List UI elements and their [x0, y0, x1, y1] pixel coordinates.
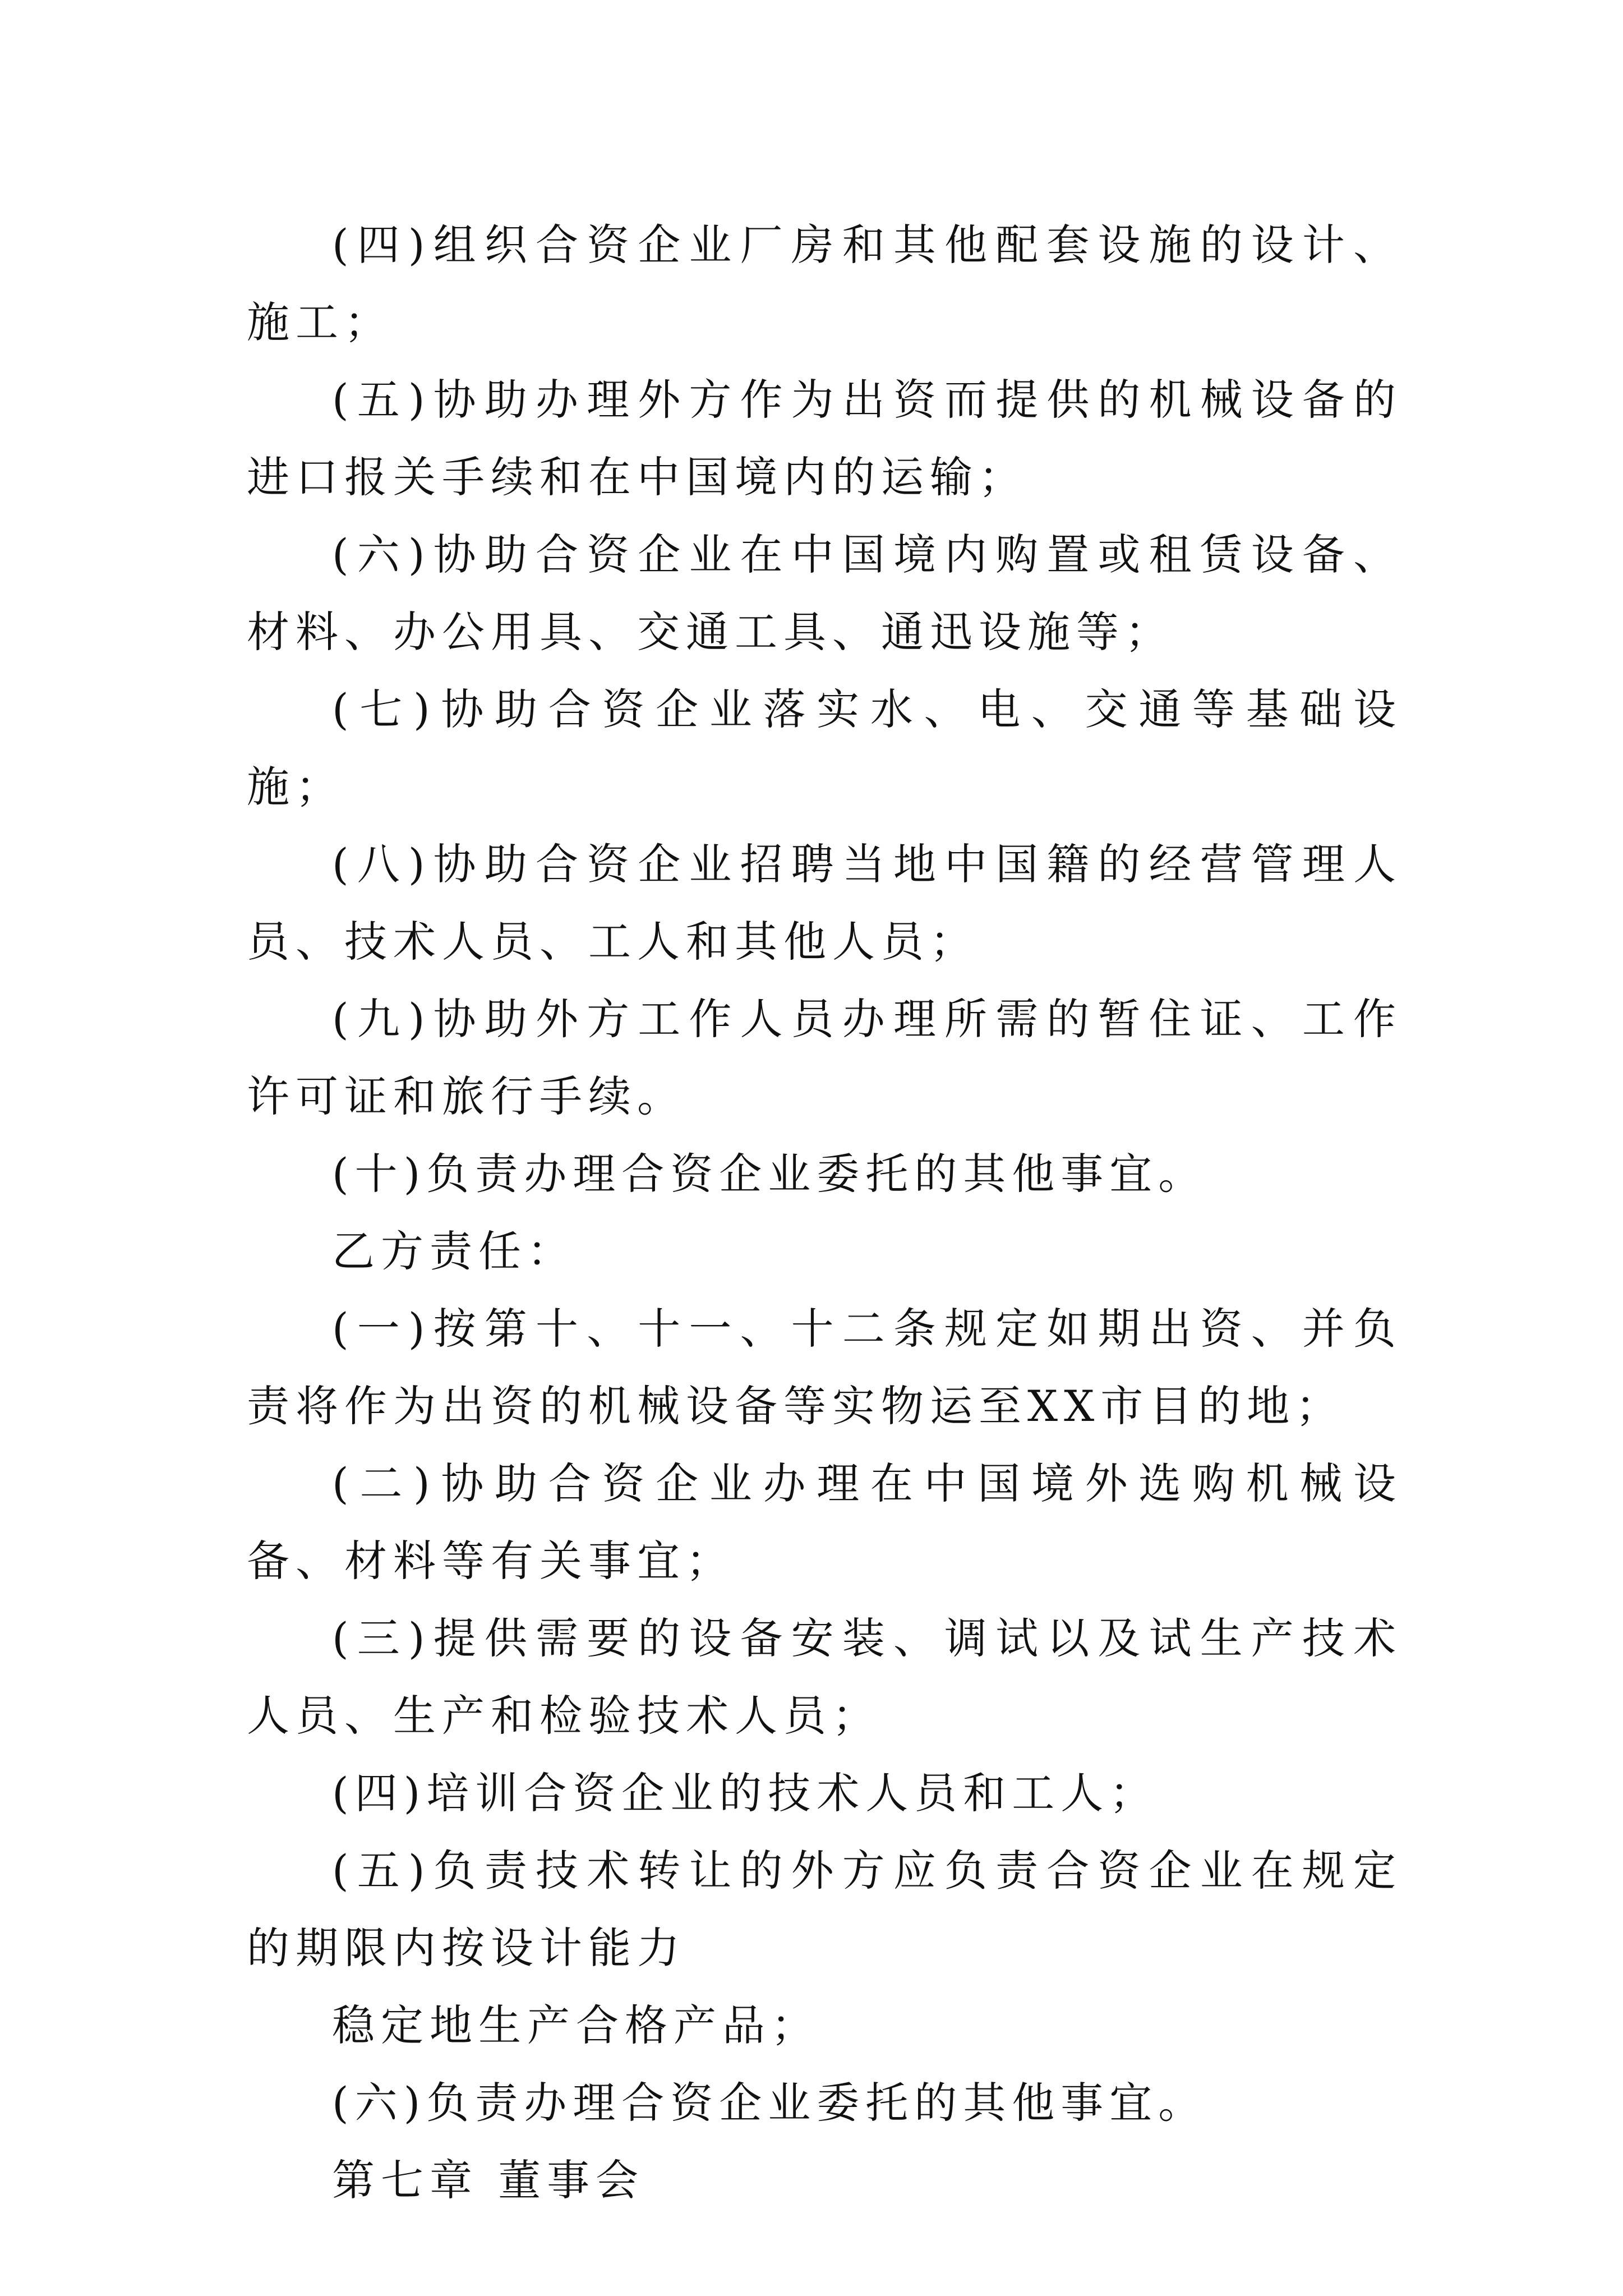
paragraph-party-a-item-7: (七)协助合资企业落实水、电、交通等基础设施；: [247, 684, 1402, 812]
paragraph-party-a-item-5: (五)协助办理外方作为出资而提供的机械设备的进口报关手续和在中国境内的运输；: [247, 375, 1402, 502]
paragraph-party-b-item-5-continued: 稳定地生产合格产品；: [332, 2000, 820, 2050]
paragraph-party-a-item-10: (十)负责办理合资企业委托的其他事宜。: [332, 1149, 1207, 1199]
document-body: [247, 206, 1402, 2219]
paragraph-party-b-item-6: (六)负责办理合资企业委托的其他事宜。: [332, 2078, 1207, 2128]
paragraph-party-b-item-2: (二)协助合资企业办理在中国境外选购机械设备、材料等有关事宜；: [247, 1458, 1402, 1586]
paragraph-party-a-item-4: (四)组织合资企业厂房和其他配套设施的设计、施工；: [247, 220, 1402, 347]
paragraph-party-b-item-3: (三)提供需要的设备安装、调试以及试生产技术人员、生产和检验技术人员；: [247, 1613, 1402, 1741]
paragraph-party-a-item-6: (六)协助合资企业在中国境内购置或租赁设备、材料、办公用具、交通工具、通迅设施等；: [247, 530, 1402, 657]
section-heading-party-b: 乙方责任：: [332, 1226, 576, 1276]
paragraph-party-b-item-5: (五)负责技术转让的外方应负责合资企业在规定的期限内按设计能力: [247, 1846, 1402, 1973]
paragraph-party-b-item-4: (四)培训合资企业的技术人员和工人；: [332, 1768, 1159, 1818]
paragraph-party-a-item-8: (八)协助合资企业招聘当地中国籍的经营管理人员、技术人员、工人和其他人员；: [247, 839, 1402, 967]
paragraph-party-b-item-1: (一)按第十、十一、十二条规定如期出资、并负责将作为出资的机械设备等实物运至XX市目的地；: [247, 1304, 1402, 1431]
chapter-heading: 第七章 董事会: [332, 2155, 645, 2205]
paragraph-party-a-item-9: (九)协助外方工作人员办理所需的暂住证、工作许可证和旅行手续。: [247, 994, 1402, 1121]
